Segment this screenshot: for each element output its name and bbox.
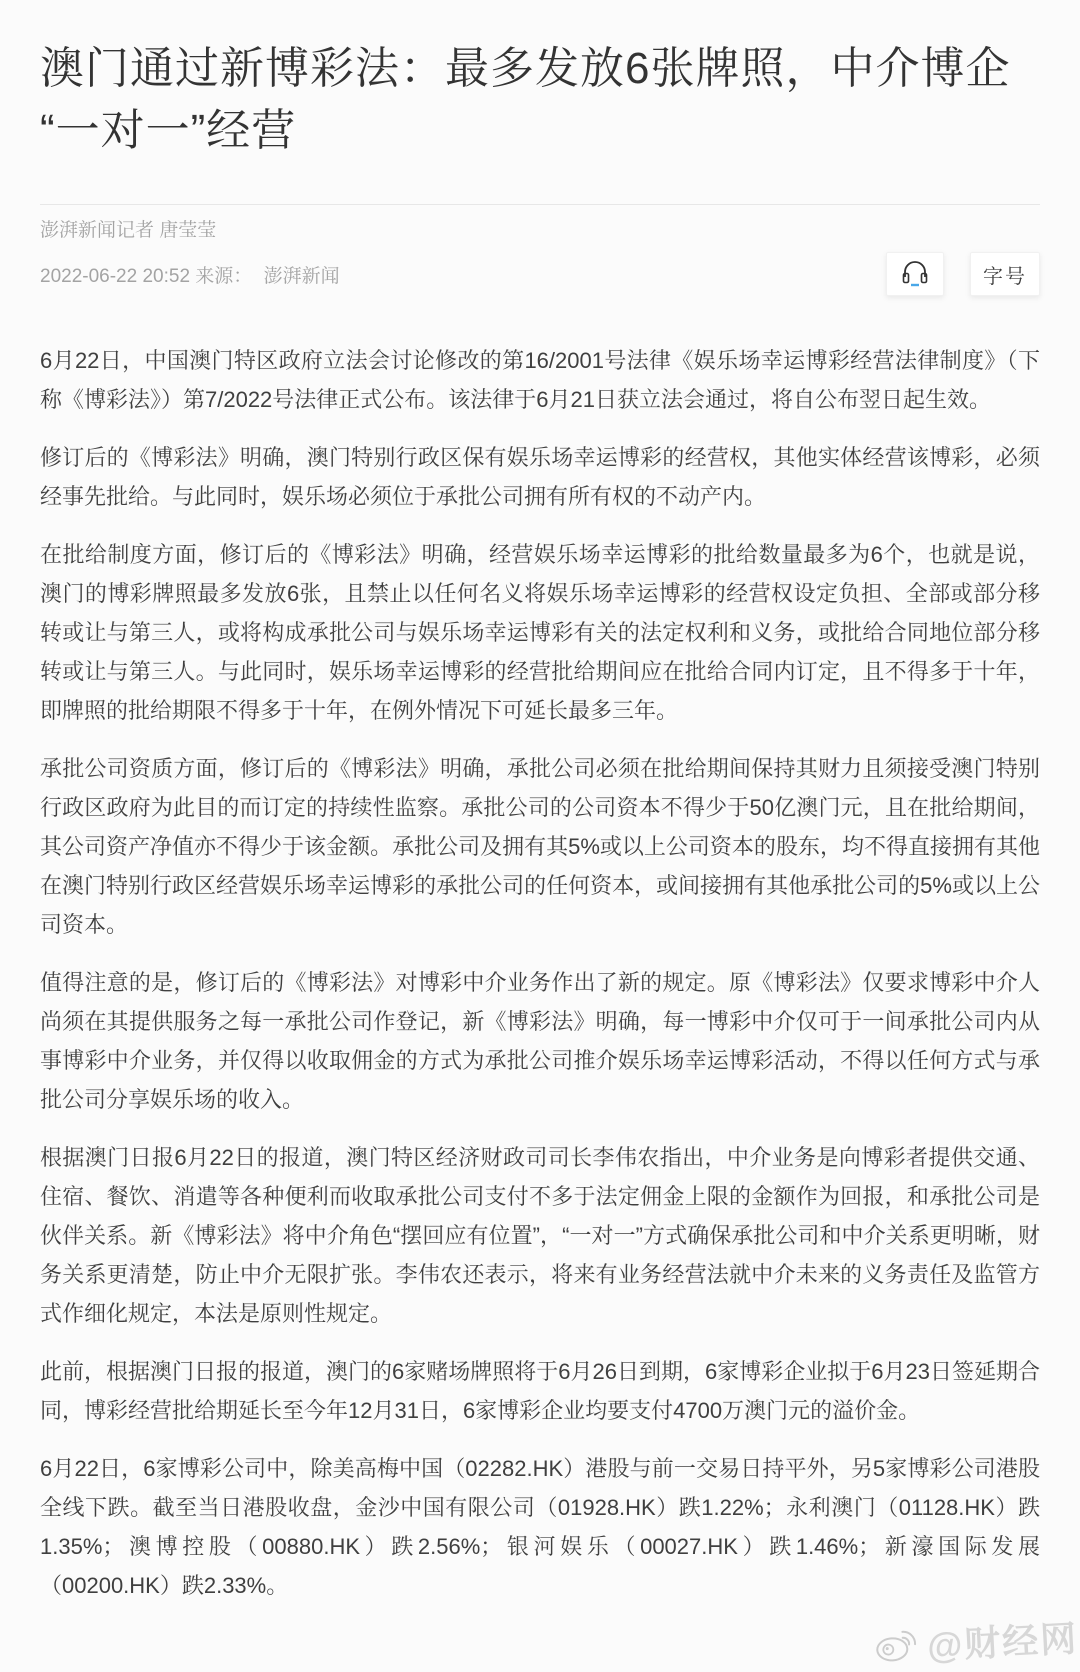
byline: 澎湃新闻记者 唐莹莹: [40, 220, 217, 241]
article-paragraph: 6月22日，6家博彩公司中，除美高梅中国（02282.HK）港股与前一交易日持平外，另5家博彩公司港股全线下跌。截至当日港股收盘，金沙中国有限公司（01928.HK）跌1.22%；永利澳门（01128.HK）跌1.35%；澳博控股（00880.HK）跌2.56%；银河娱乐（00027.HK）跌1.46%；新濠国际发展（00200.HK）跌2.33%。: [40, 1456, 1040, 1598]
article-paragraph: 此前，根据澳门日报的报道，澳门的6家赌场牌照将于6月26日到期，6家博彩企业拟于6月23日签延期合同，博彩经营批给期延长至今年12月31日，6家博彩企业均要支付4700万澳门元的溢价金。: [40, 1359, 1040, 1423]
page-title: 澳门通过新博彩法：最多发放6张牌照，中介博企“一对一”经营: [40, 44, 1011, 155]
source-label: 来源：: [195, 265, 253, 287]
article-page: [0, 38, 1080, 1667]
source-name: 澎湃新闻: [263, 265, 340, 287]
meta-actions: [886, 252, 1040, 296]
article-body: [40, 341, 1040, 1605]
article-paragraph: 6月22日，中国澳门特区政府立法会讨论修改的第16/2001号法律《娱乐场幸运博彩经营法律制度》（下称《博彩法》）第7/2022号法律正式公布。该法律于6月21日获立法会通过，将自公布翌日起生效。: [40, 348, 1040, 412]
headphones-icon: [900, 258, 930, 291]
weibo-icon: [872, 1621, 922, 1670]
publish-meta: [40, 261, 340, 288]
font-size-button[interactable]: 字号: [970, 252, 1040, 296]
article-paragraph: 在批给制度方面，修订后的《博彩法》明确，经营娱乐场幸运博彩的批给数量最多为6个，也就是说，澳门的博彩牌照最多发放6张，且禁止以任何名义将娱乐场幸运博彩的经营权设定负担、全部或部分移转或让与第三人，或将构成承批公司与娱乐场幸运博彩有关的法定权利和义务，或批给合同地位部分移转或让与第三人。与此同时，娱乐场幸运博彩的经营批给期间应在批给合同内订定，且不得多于十年，即牌照的批给期限不得多于十年，在例外情况下可延长最多三年。: [40, 542, 1040, 723]
page-container: [0, 38, 1080, 1605]
article-paragraph: 根据澳门日报6月22日的报道，澳门特区经济财政司司长李伟农指出，中介业务是向博彩者提供交通、住宿、餐饮、消遣等各种便利而收取承批公司支付不多于法定佣金上限的金额作为回报，和承批公司是伙伴关系。新《博彩法》将中介角色“摆回应有位置”，“一对一”方式确保承批公司和中介关系更明晰，财务关系更清楚，防止中介无限扩张。李伟农还表示，将来有业务经营法就中介未来的义务责任及监管方式作细化规定，本法是原则性规定。: [40, 1145, 1040, 1326]
article-paragraph: 值得注意的是，修订后的《博彩法》对博彩中介业务作出了新的规定。原《博彩法》仅要求博彩中介人尚须在其提供服务之每一承批公司作登记，新《博彩法》明确，每一博彩中介仅可于一间承批公司内从事博彩中介业务，并仅得以收取佣金的方式为承批公司推介娱乐场幸运博彩活动，不得以任何方式与承批公司分享娱乐场的收入。: [40, 970, 1040, 1112]
article-paragraph: 承批公司资质方面，修订后的《博彩法》明确，承批公司必须在批给期间保持其财力且须接受澳门特别行政区政府为此目的而订定的持续性监察。承批公司的公司资本不得少于50亿澳门元，且在批给期间，其公司资产净值亦不得少于该金额。承批公司及拥有其5%或以上公司资本的股东，均不得直接拥有其他在澳门特别行政区经营娱乐场幸运博彩的承批公司的任何资本，或间接拥有其他承批公司的5%或以上公司资本。: [40, 756, 1040, 937]
listen-button[interactable]: [886, 252, 944, 296]
watermark: [872, 1611, 1079, 1672]
article-paragraph: 修订后的《博彩法》明确，澳门特别行政区保有娱乐场幸运博彩的经营权，其他实体经营该博彩，必须经事先批给。与此同时，娱乐场必须位于承批公司拥有所有权的不动产内。: [40, 445, 1040, 509]
meta-row: [40, 249, 1040, 299]
watermark-text: @财经网: [925, 1617, 1080, 1667]
divider: [40, 204, 1040, 205]
publish-time: 2022-06-22 20:52: [40, 265, 191, 287]
